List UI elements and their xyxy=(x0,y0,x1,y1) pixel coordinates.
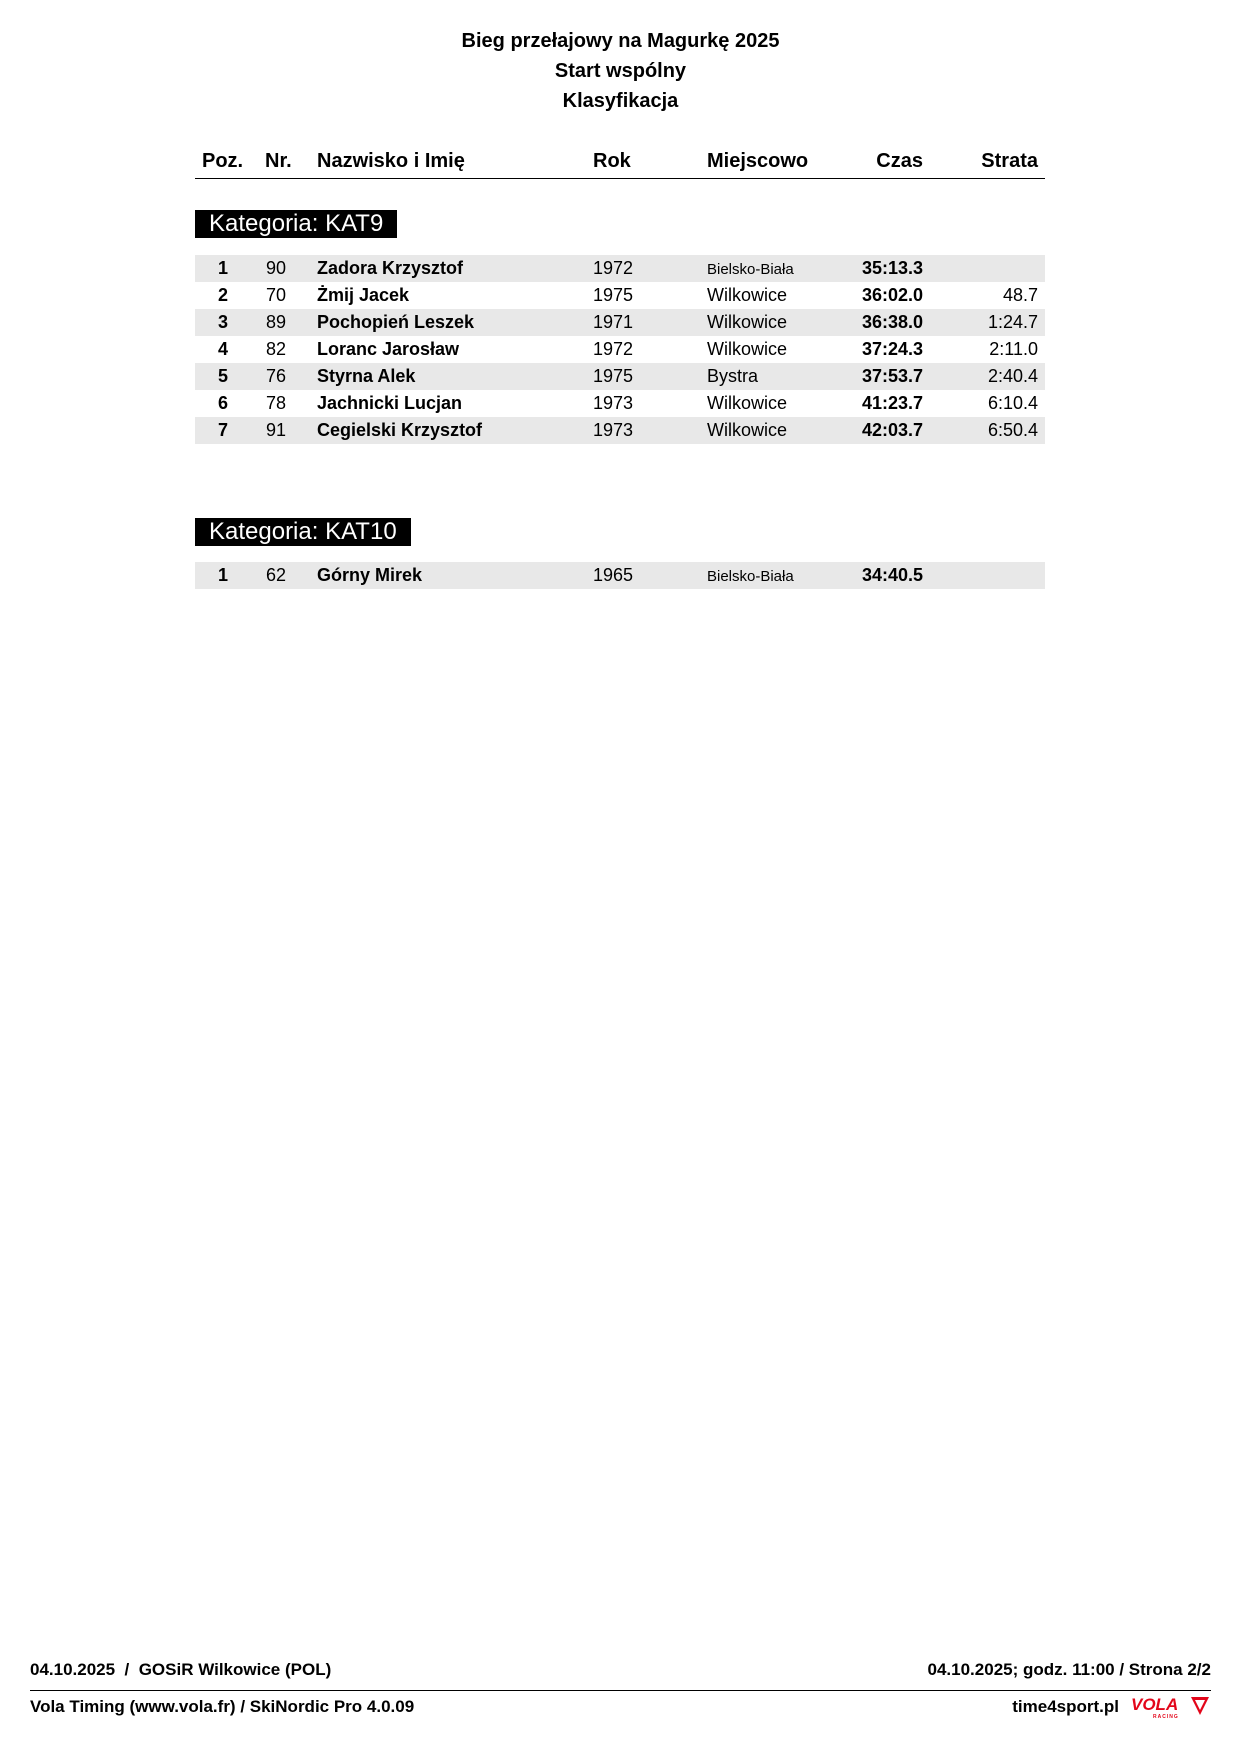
cell-name: Pochopień Leszek xyxy=(317,312,475,332)
table-row xyxy=(195,363,1045,390)
column-header-nr: Nr. xyxy=(265,150,292,172)
table-row xyxy=(195,562,1045,589)
category-label-kat9: Kategoria: KAT9 xyxy=(195,210,397,238)
cell-poz: 7 xyxy=(217,420,228,440)
column-header-poz: Poz. xyxy=(202,150,244,172)
cell-rok: 1973 xyxy=(593,393,634,413)
start-type: Start wspólny xyxy=(554,60,687,82)
column-separator xyxy=(815,170,816,178)
column-separator xyxy=(700,170,701,178)
column-header-row xyxy=(195,148,1045,179)
table-row xyxy=(195,417,1045,444)
table-row xyxy=(195,390,1045,417)
cell-name: Górny Mirek xyxy=(317,565,423,585)
cell-town: Bielsko-Biała xyxy=(707,568,794,585)
cell-nr: 70 xyxy=(265,285,287,305)
cell-name: Styrna Alek xyxy=(317,366,416,386)
cell-rok: 1965 xyxy=(593,565,634,585)
cell-name: Jachnicki Lucjan xyxy=(317,393,463,413)
cell-strata: 6:10.4 xyxy=(987,393,1038,413)
footer-datetime-page: 04.10.2025; godz. 11:00 / Strona 2/2 xyxy=(927,1660,1211,1679)
cell-rok: 1975 xyxy=(593,285,634,305)
logo-wordmark: VOLA xyxy=(1131,1695,1179,1714)
cell-poz: 5 xyxy=(217,366,228,386)
cell-rok: 1971 xyxy=(593,312,634,332)
cell-name: Zadora Krzysztof xyxy=(317,258,464,278)
table-row xyxy=(195,336,1045,363)
cell-nr: 78 xyxy=(265,393,287,413)
cell-czas: 35:13.3 xyxy=(861,258,923,278)
footer-divider xyxy=(30,1690,1211,1691)
cell-strata: 2:40.4 xyxy=(987,366,1038,386)
column-header-name: Nazwisko i Imię xyxy=(317,150,465,172)
cell-rok: 1973 xyxy=(593,420,634,440)
column-header-rok: Rok xyxy=(593,150,631,172)
cell-poz: 4 xyxy=(217,339,228,359)
column-separator xyxy=(311,170,312,178)
column-header-town: Miejscowo xyxy=(707,150,809,172)
cell-town: Bystra xyxy=(707,366,759,386)
cell-czas: 36:38.0 xyxy=(861,312,923,332)
cell-nr: 62 xyxy=(265,565,287,585)
cell-nr: 90 xyxy=(265,258,287,278)
cell-nr: 89 xyxy=(265,312,287,332)
cell-rok: 1972 xyxy=(593,258,634,278)
cell-czas: 36:02.0 xyxy=(861,285,923,305)
cell-strata: 2:11.0 xyxy=(989,339,1038,359)
table-row xyxy=(195,255,1045,282)
cell-poz: 1 xyxy=(217,258,228,278)
cell-poz: 6 xyxy=(217,393,228,413)
cell-name: Żmij Jacek xyxy=(317,285,410,305)
cell-town: Bielsko-Biała xyxy=(707,261,794,278)
cell-poz: 2 xyxy=(217,285,228,305)
cell-nr: 91 xyxy=(265,420,287,440)
cell-poz: 3 xyxy=(217,312,228,332)
column-separator xyxy=(585,170,586,178)
cell-poz: 1 xyxy=(217,565,228,585)
event-title: Bieg przełajowy na Magurkę 2025 xyxy=(461,30,780,52)
cell-czas: 37:53.7 xyxy=(861,366,923,386)
cell-strata: 1:24.7 xyxy=(987,312,1038,332)
results-table-kat10 xyxy=(195,562,1045,589)
column-header-czas: Czas xyxy=(876,150,923,172)
footer-software: Vola Timing (www.vola.fr) / SkiNordic Pro 4.0.09 xyxy=(30,1697,415,1716)
cell-czas: 34:40.5 xyxy=(861,565,923,585)
footer-date-venue: 04.10.2025 / GOSiR Wilkowice (POL) xyxy=(30,1660,332,1679)
category-label-kat10: Kategoria: KAT10 xyxy=(195,518,411,546)
cell-czas: 42:03.7 xyxy=(861,420,923,440)
footer-website: time4sport.pl xyxy=(1012,1697,1119,1716)
table-row xyxy=(195,309,1045,336)
cell-rok: 1975 xyxy=(593,366,634,386)
report-type: Klasyfikacja xyxy=(562,90,679,112)
cell-town: Wilkowice xyxy=(707,339,788,359)
column-header-strata: Strata xyxy=(981,150,1038,172)
results-table-kat9 xyxy=(195,255,1045,444)
cell-rok: 1972 xyxy=(593,339,634,359)
cell-czas: 37:24.3 xyxy=(861,339,923,359)
cell-town: Wilkowice xyxy=(707,420,788,440)
column-separator xyxy=(927,170,928,178)
cell-town: Wilkowice xyxy=(707,393,788,413)
cell-strata: 6:50.4 xyxy=(987,420,1038,440)
cell-nr: 82 xyxy=(265,339,287,359)
cell-town: Wilkowice xyxy=(707,285,788,305)
cell-strata: 48.7 xyxy=(1002,285,1038,305)
cell-name: Loranc Jarosław xyxy=(317,339,460,359)
table-row xyxy=(195,282,1045,309)
column-separator xyxy=(252,170,253,178)
cell-nr: 76 xyxy=(265,366,287,386)
vola-logo-icon xyxy=(1131,1695,1211,1719)
cell-name: Cegielski Krzysztof xyxy=(317,420,483,440)
cell-czas: 41:23.7 xyxy=(861,393,923,413)
logo-subtext: RACING xyxy=(1153,1714,1179,1719)
cell-town: Wilkowice xyxy=(707,312,788,332)
document-title xyxy=(0,26,1241,116)
